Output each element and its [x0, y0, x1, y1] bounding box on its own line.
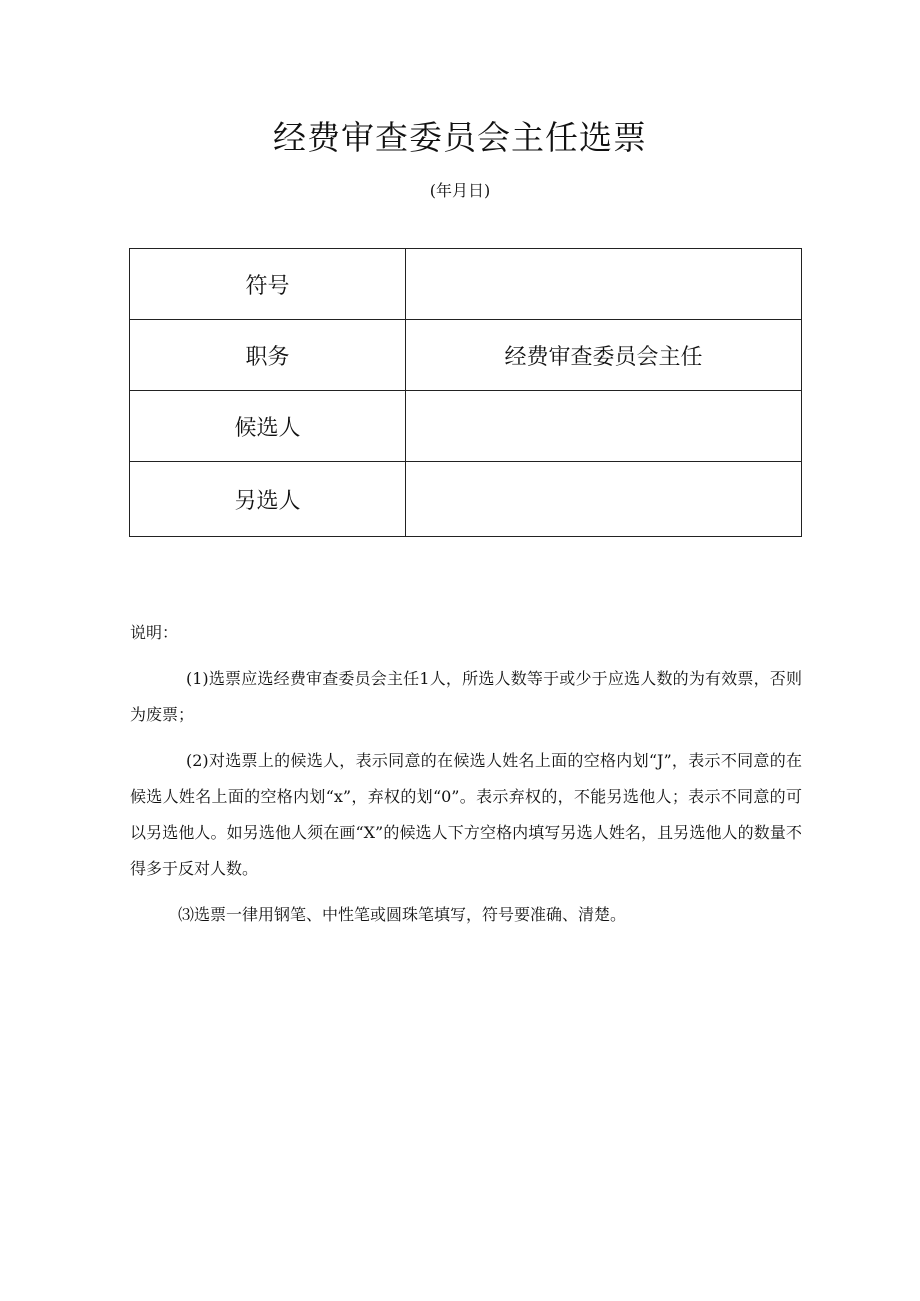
- date-line: (年月日): [429, 181, 491, 200]
- row-label-position: 职务: [130, 320, 406, 391]
- symbol-entry-cell[interactable]: [406, 249, 802, 320]
- table-row: [130, 249, 802, 320]
- table-row: [130, 320, 802, 391]
- row-label-symbol: 符号: [130, 249, 406, 320]
- position-value: 经费审查委员会主任: [406, 320, 802, 391]
- candidate-entry-cell[interactable]: [406, 391, 802, 462]
- notes-section: [130, 615, 802, 943]
- note-item-3: ⑶选票一律用钢笔、中性笔或圆珠笔填写，符号要准确、清楚。: [178, 905, 627, 924]
- ballot-table: [129, 248, 802, 537]
- row-label-candidate: 候选人: [130, 391, 406, 462]
- table-row: [130, 462, 802, 537]
- note-item-2: (2)对选票上的候选人，表示同意的在候选人姓名上面的空格内划“J”，表示不同意的在候选人姓名上面的空格内划“x”，弃权的划“0”。表示弃权的，不能另选他人；表示不同意的可以另选他人。如另选他人须在画“X”的候选人下方空格内填写另选人姓名，且另选他人的数量不得多于反对人数。: [130, 751, 802, 878]
- document-title: 经费审查委员会主任选票: [273, 118, 647, 157]
- notes-heading: 说明：: [130, 623, 179, 642]
- table-row: [130, 391, 802, 462]
- row-label-alternate: 另选人: [130, 462, 406, 537]
- alternate-entry-cell[interactable]: [406, 462, 802, 537]
- note-item-1: (1)选票应选经费审查委员会主任1人，所选人数等于或少于应选人数的为有效票，否则为废票；: [130, 669, 802, 724]
